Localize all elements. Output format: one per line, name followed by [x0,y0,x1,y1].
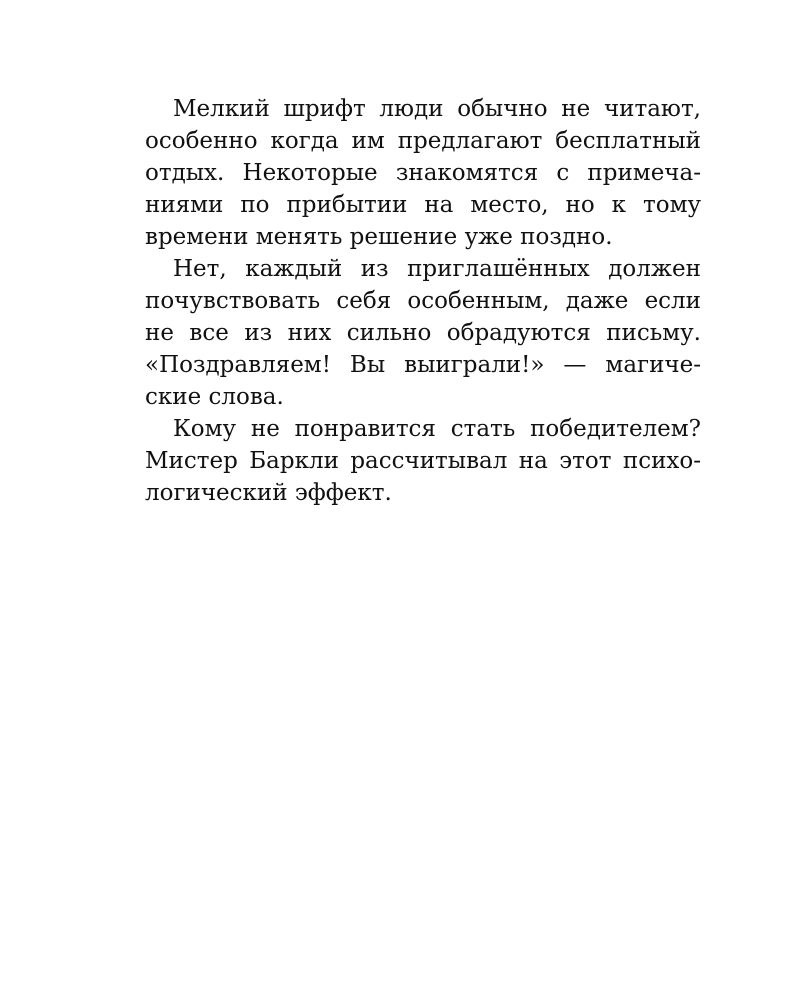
text-line: не все из них сильно обрадуются письму. [145,320,701,346]
text-line: ниями по прибытии на место, но к тому [145,192,701,218]
body-text [145,93,701,509]
text-line: логический эффект. [145,480,392,506]
paragraph-3 [145,413,701,509]
text-line: Мелкий шрифт люди обычно не читают, [173,96,701,122]
text-line: почувствовать себя особенным, даже если [145,288,701,314]
text-line: Мистер Баркли рассчитывал на этот психо- [145,448,701,474]
text-line: «Поздравляем! Вы выиграли!» — магиче- [145,352,701,378]
paragraph-1 [145,93,701,253]
text-line: отдых. Некоторые знакомятся с примеча- [145,160,701,186]
text-line: Нет, каждый из приглашённых должен [173,256,701,282]
text-line: Кому не понравится стать победителем? [173,416,701,442]
text-line: времени менять решение уже поздно. [145,224,613,250]
text-line: особенно когда им предлагают бесплатный [145,128,701,154]
paragraph-2 [145,253,701,413]
text-line: ские слова. [145,384,284,410]
